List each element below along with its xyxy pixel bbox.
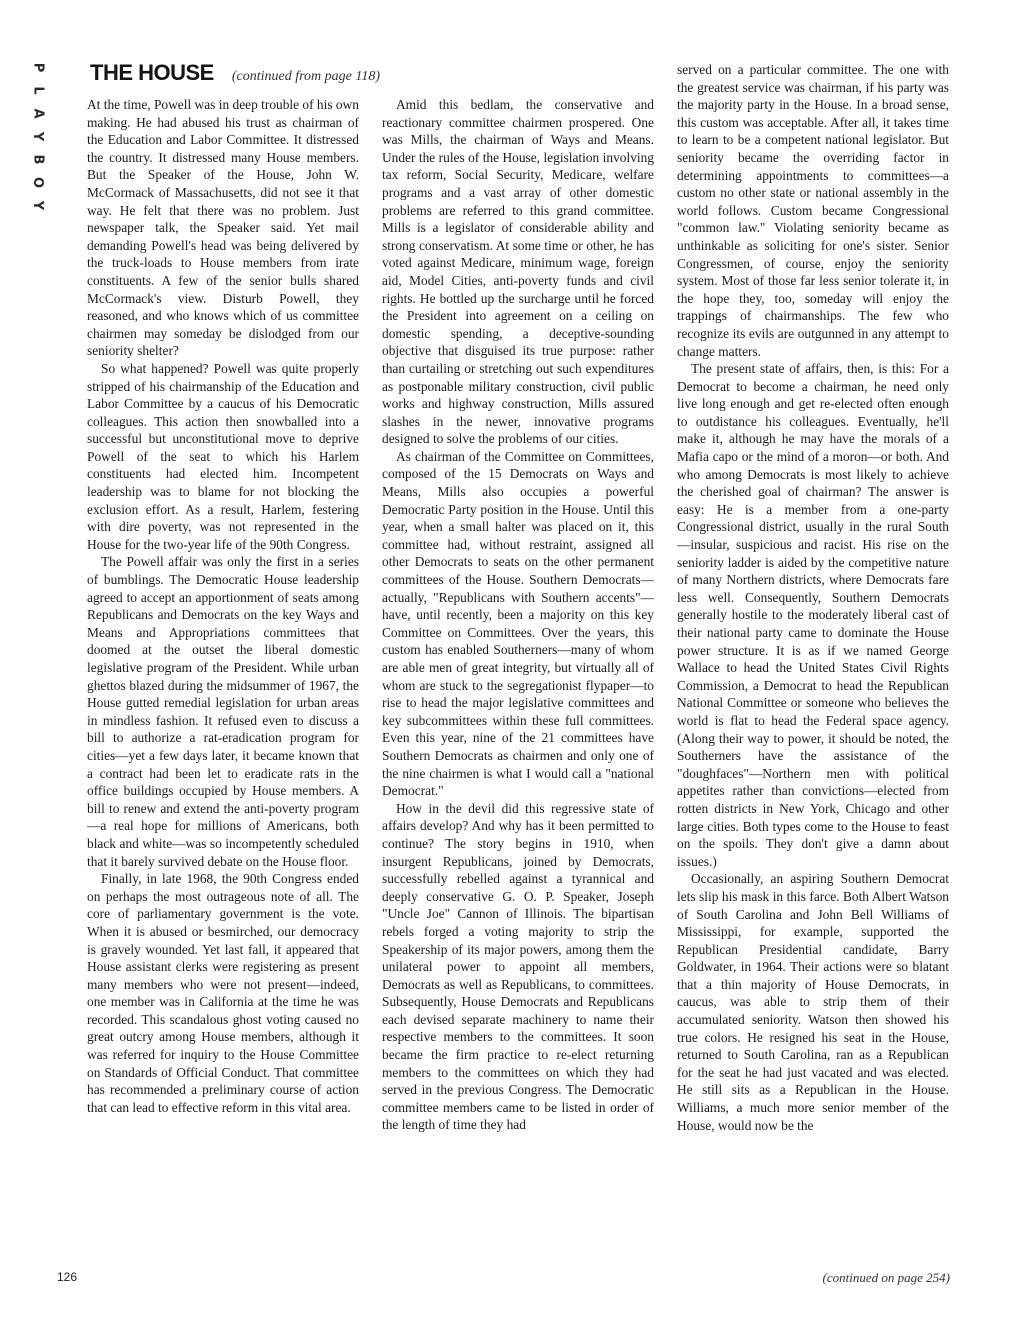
paragraph: At the time, Powell was in deep trouble of his own making. He had abused his trust as chairman of the Education and Labor Committee. It distressed the country. It distressed many House members. But the Speaker of the House, John W. McCormack of Massachusetts, did not see it that way. He felt that there was no problem. Just newspaper talk, the Speaker said. Yet mail demanding Powell's head was being delivered by the truck-loads to House members from irate constituents. A few of the senior bulls shared McCormack's view. Disturb Powell, they reasoned, and who knows which of us committee chairmen may someday be dislodged from our seniority shelter? (87, 97, 359, 359)
magazine-letter: Y (30, 131, 46, 142)
text-column-2 (382, 96, 654, 1288)
magazine-letter: P (30, 62, 46, 73)
magazine-letter: B (30, 154, 46, 165)
article-title: THE HOUSE (90, 60, 214, 85)
paragraph: As chairman of the Committee on Committees, composed of the 15 Democrats on Ways and Means, Mills also occupies a powerful Democratic Party position in the House. Until this year, when a small halter was placed on it, this committee had, without restraint, assigned all other Democrats to seats on the other permanent committees of the House. Southern Democrats—actually, "Republicans with Southern accents"—have, until recently, been a majority on this key Committee on Committees. Over the years, this custom has enabled Southerners—many of whom are able men of great integrity, but virtually all of whom are stuck to the segregationist flypaper—to rise to head the major legislative committees and key subcommittees within these full committees. Even this year, nine of the 21 committees have Southern Democrats as chairmen and only one of the nine chairmen is what I would call a "national Democrat." (382, 448, 654, 799)
paragraph: The Powell affair was only the first in a series of bumblings. The Democratic House leadership agreed to accept an apportionment of seats among Republicans and Democrats on the key Ways and Means and Appropriations committees that doomed at the outset the liberal domestic legislative program of the President. While urban ghettos blazed during the midsummer of 1967, the House gutted remedial legislation for urban areas in mindless fashion. It refused even to discuss a bill to authorize a rat-eradication program for cities—yet a few days later, it became known that a contract had been let to eradicate rats in the office buildings occupied by House members. A bill to renew and extend the anti-poverty program—a real hope for millions of Americans, both black and white—was so incompetently scheduled that it barely survived debate on the House floor. (87, 554, 359, 869)
page-number: 126 (57, 1270, 78, 1284)
text-column-1 (87, 96, 359, 1284)
magazine-name-vertical (27, 56, 49, 217)
text-column-3 (677, 61, 949, 1271)
article-headline (90, 60, 650, 86)
magazine-letter: L (30, 86, 46, 95)
paragraph: Amid this bedlam, the conservative and reactionary committee chairmen prospered. One was Mills, the chairman of Ways and Means. Under the rules of the House, legislation involving tax reform, Social Security, Medicare, welfare programs and a vast array of other domestic problems are referred to this grand committee. Mills is a legislator of considerable ability and strong conservatism. At some time or other, he has voted against Medicare, minimum wage, foreign aid, Model Cities, anti-poverty funds and civil rights. He bottled up the surcharge until he forced the President into agreement on a ceiling on domestic spending, a deceptive-sounding objective that disguised its true purpose: rather than curtailing or stretching out such expenditures as postponable military construction, civil public works and highway construction, Mills assured slashes in the newer, innovative programs designed to solve the problems of our cities. (382, 97, 654, 447)
magazine-letter: Y (30, 200, 46, 211)
magazine-letter: A (30, 108, 46, 119)
magazine-letter: O (30, 176, 46, 189)
continued-from-note: (continued from page 118) (231, 69, 380, 84)
paragraph: Finally, in late 1968, the 90th Congress ended on perhaps the most outrageous note of all. The core of parliamentary government is the vote. When it is abused or besmirched, our democracy is gravely wounded. Yet last fall, it appeared that House assistant clerks were registering as present many members who were not present—indeed, one member was in California at the time he was recorded. This scandalous ghost voting caused no great outcry among House members, although it was referred for inquiry to the House Committee on Standards of Official Conduct. That committee has recommended a preliminary course of action that can lead to effective reform in this vital area. (87, 871, 359, 1115)
continued-on-note: (continued on page 254) (822, 1270, 950, 1285)
paragraph: So what happened? Powell was quite properly stripped of his chairmanship of the Education and Labor Committee by a caucus of his Democratic colleagues. This action then snowballed into a successful but unconstitutional move to deprive Powell of the seat to which his Harlem constituents had elected him. Incompetent leadership was to blame for not blocking the exclusion effort. As a result, Harlem, festering with dire poverty, was not represented in the House for the two-year life of the 90th Congress. (87, 360, 359, 552)
paragraph: How in the devil did this regressive state of affairs develop? And why has it been permitted to continue? The story begins in 1910, when insurgent Republicans, joined by Democrats, successfully rebelled against a tyrannical and deeply conservative G. O. P. Speaker, Joseph "Uncle Joe" Cannon of Illinois. The bipartisan rebels forged a voting majority to strip the Speakership of its major powers, among them the unilateral power to appoint all members, Democrats as well as Republicans, to committees. Subsequently, House Democrats and Republicans each devised separate machinery to name their respective members to the committees. It soon became the firm practice to re-elect returning members to the committees on which they had served in the previous Congress. The Democratic committee members came to be listed in order of the length of time they had (382, 800, 654, 1133)
paragraph: Occasionally, an aspiring Southern Democrat lets slip his mask in this farce. Both Albert Watson of South Carolina and John Bell Williams of Mississippi, for example, supported the Republican Presidential candidate, Barry Goldwater, in 1964. Their actions were so blatant that a thin majority of House Democrats, in caucus, was able to strip them of their accumulated seniority. Watson then showed his true colors. He resigned his seat in the House, returned to South Carolina, ran as a Republican for the seat he had just vacated and was elected. He still sits as a Republican in the House. Williams, a much more senior member of the House, would now be the (677, 871, 949, 1133)
paragraph: The present state of affairs, then, is this: For a Democrat to become a chairman, he need only live long enough and get re-elected often enough to outdistance his colleagues. Eventually, he'll make it, although he may have the morals of a Mafia capo or the mind of a moron—or both. And who among Democrats is most likely to achieve the cherished goal of chairman? The answer is easy: He is a member from a one-party Congressional district, usually in the rural South—insular, suspicious and racist. His rise on the seniority ladder is aided by the competitive nature of many Northern districts, where Democrats fare less well. Consequently, Southern Democrats generally hostile to the moderately liberal cast of their national party came to dominate the House power structure. It is as if we named George Wallace to head the United States Civil Rights Commission, a Democrat to head the Republican National Committee or someone who believes the world is flat to head the Federal space agency. (Along their way to power, it should be noted, the Southerners have the assistance of the "doughfaces"—Northern men with political appetites rather than convictions—elected from rotten districts in New York, Chicago and other large cities. Both types come to the House to feast on the spoils. They don't give a damn about issues.) (677, 361, 949, 869)
paragraph: served on a particular committee. The one with the greatest service was chairman, if his party was the majority party in the House. In a broad sense, this custom was acceptable. After all, it takes time to learn to be a competent national legislator. But seniority became the overriding factor in determining appointments to committees—a custom no other state or national assembly in the world follows. Custom became Congressional "common law." Violating seniority became as unthinkable as soliciting for one's sister. Senior Congressmen, of course, enjoy the seniority system. Most of those far less senior tolerate it, in the hope they, too, someday will enjoy the trappings of chairmanships. The few who recognize its evils are outgunned in any attempt to change matters. (677, 62, 949, 359)
